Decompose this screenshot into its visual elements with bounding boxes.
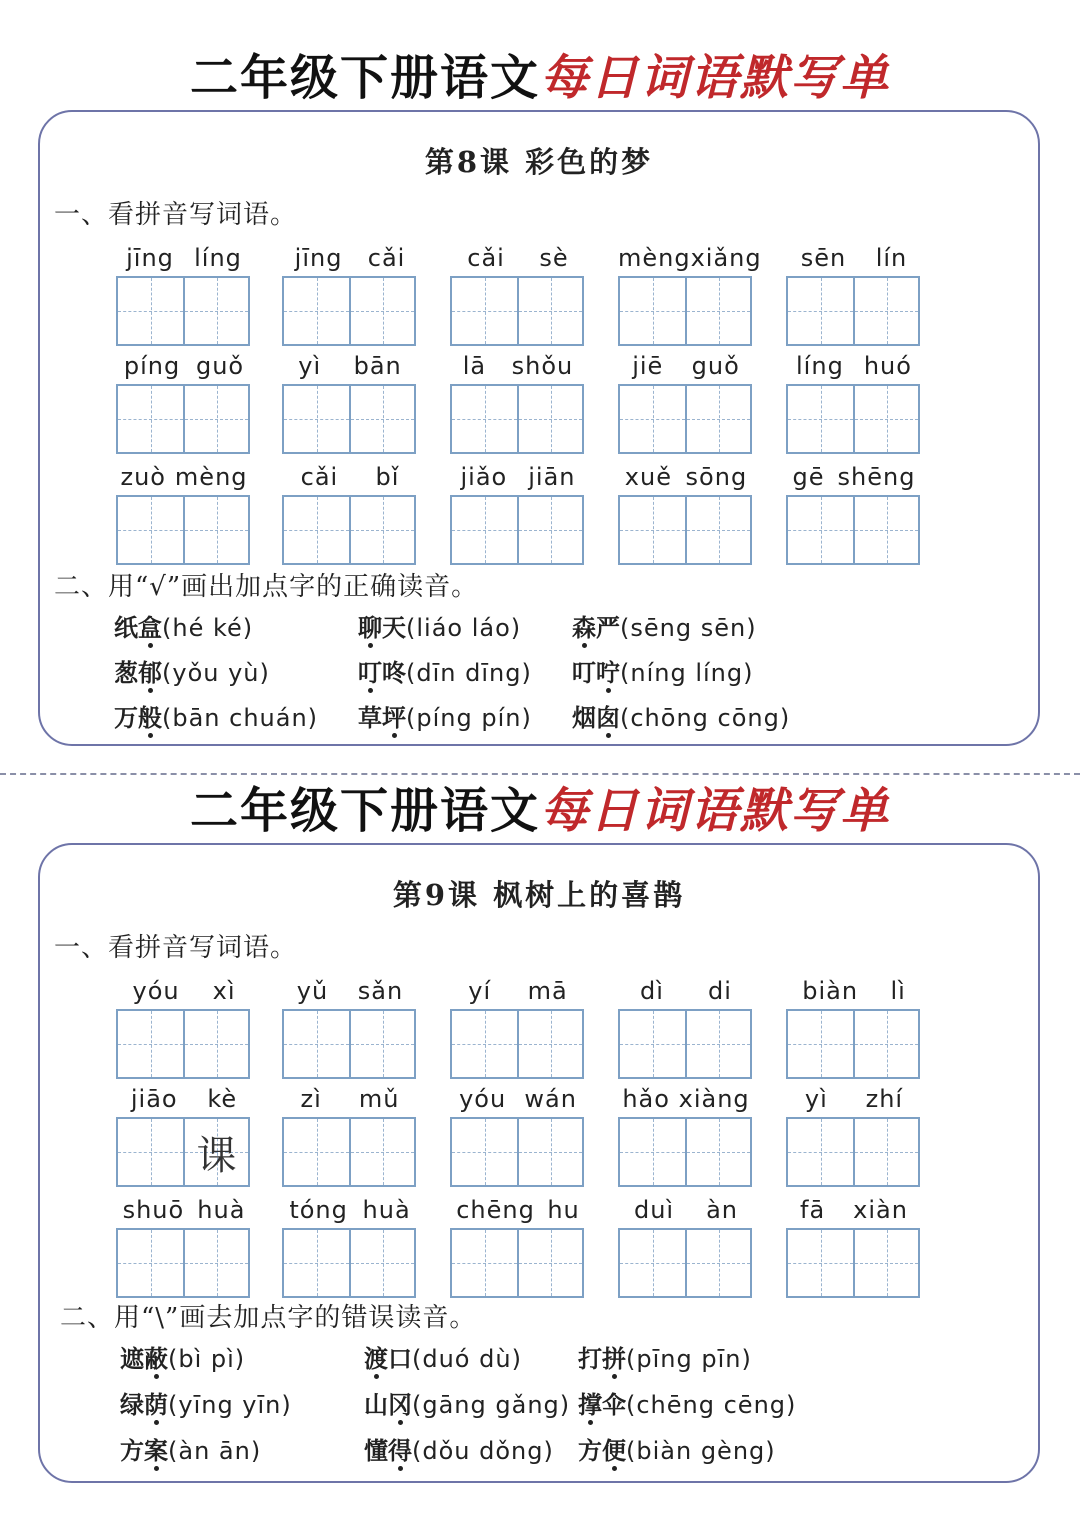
writing-cell[interactable]	[517, 278, 582, 344]
pinyin-syllable: mèng	[618, 244, 691, 272]
pinyin-word	[116, 240, 252, 346]
tianzige-writing-boxes[interactable]	[450, 276, 584, 346]
pinyin-syllable: gē	[792, 463, 825, 491]
pronunciation-options[interactable]: (bì pì)	[168, 1345, 246, 1373]
pronunciation-item[interactable]	[578, 1339, 752, 1379]
pronunciation-options[interactable]: (níng líng)	[620, 659, 754, 687]
pinyin-word	[282, 459, 418, 565]
writing-cell[interactable]	[788, 497, 853, 563]
pinyin-word	[116, 459, 252, 565]
writing-cell[interactable]	[517, 1119, 582, 1185]
tianzige-writing-boxes[interactable]	[618, 1009, 752, 1079]
pinyin-label	[618, 1192, 754, 1228]
pinyin-syllable: àn	[706, 1196, 738, 1224]
pinyin-word	[282, 1081, 418, 1187]
dotted-word: 撑伞	[578, 1390, 626, 1419]
pronunciation-item[interactable]	[578, 1431, 776, 1471]
dotted-word: 叮咛	[572, 658, 620, 687]
pinyin-syllable: bān	[353, 352, 402, 380]
pinyin-syllable: xiàng	[678, 1085, 750, 1113]
writing-cell[interactable]	[349, 1230, 414, 1296]
pronunciation-options[interactable]: (chōng cōng)	[620, 704, 791, 732]
lesson-title: 第9课 枫树上的喜鹊	[392, 878, 686, 912]
header-title: 二年级下册语文	[189, 783, 540, 839]
pinyin-syllable: chēng	[456, 1196, 535, 1224]
pinyin-syllable: xiàn	[853, 1196, 908, 1224]
writing-cell[interactable]	[183, 278, 248, 344]
cut-line-divider	[0, 773, 1080, 775]
writing-cell[interactable]	[118, 386, 183, 452]
pinyin-label	[786, 1192, 922, 1228]
writing-cell[interactable]	[788, 1011, 853, 1077]
pinyin-syllable: tóng	[289, 1196, 348, 1224]
tianzige-writing-boxes[interactable]	[450, 384, 584, 454]
dotted-word: 懂得	[364, 1436, 412, 1465]
choice-row-2	[114, 653, 1014, 693]
pinyin-syllable: líng	[194, 244, 242, 272]
pinyin-syllable: mèng	[174, 463, 248, 491]
pronunciation-item[interactable]	[358, 608, 521, 648]
dotted-word: 渡口	[364, 1344, 412, 1373]
writing-cell[interactable]	[349, 497, 414, 563]
section-2-title: 二、用“\”画去加点字的错误读音。	[60, 1303, 477, 1333]
pronunciation-item[interactable]	[364, 1339, 522, 1379]
choice-row-3	[120, 1431, 1020, 1471]
pronunciation-options[interactable]: (yīng yīn)	[168, 1391, 292, 1419]
writing-cell[interactable]	[685, 278, 750, 344]
writing-cell[interactable]	[118, 1230, 183, 1296]
pinyin-syllable: wán	[524, 1085, 577, 1113]
pinyin-syllable: dì	[640, 977, 664, 1005]
writing-cell[interactable]	[620, 1011, 685, 1077]
writing-cell[interactable]	[349, 386, 414, 452]
pinyin-syllable: mā	[527, 977, 568, 1005]
pinyin-label	[282, 1192, 418, 1228]
tianzige-writing-boxes[interactable]	[786, 384, 920, 454]
writing-cell[interactable]	[183, 497, 248, 563]
tianzige-writing-boxes[interactable]	[786, 276, 920, 346]
writing-cell[interactable]	[183, 1011, 248, 1077]
header-subtitle: 每日词语默写单	[540, 50, 891, 106]
pinyin-syllable: sè	[539, 244, 569, 272]
writing-cell[interactable]	[788, 1230, 853, 1296]
pinyin-label	[282, 1081, 418, 1117]
pronunciation-item[interactable]	[358, 698, 532, 738]
writing-cell[interactable]	[118, 278, 183, 344]
tianzige-writing-boxes[interactable]	[116, 384, 250, 454]
tianzige-writing-boxes[interactable]	[116, 1117, 250, 1187]
pronunciation-options[interactable]: (biàn gèng)	[626, 1437, 776, 1465]
pinyin-syllable: di	[708, 977, 732, 1005]
pronunciation-options[interactable]: (àn ān)	[168, 1437, 262, 1465]
tianzige-writing-boxes[interactable]	[282, 1228, 416, 1298]
writing-cell[interactable]	[685, 497, 750, 563]
dotted-word: 纸盒	[114, 613, 162, 642]
writing-cell[interactable]	[284, 1011, 349, 1077]
pinyin-syllable: xuě	[624, 463, 672, 491]
pronunciation-options[interactable]: (duó dù)	[412, 1345, 522, 1373]
tianzige-writing-boxes[interactable]	[618, 384, 752, 454]
pronunciation-item[interactable]	[572, 608, 757, 648]
pinyin-syllable: sēn	[800, 244, 847, 272]
writing-cell[interactable]	[452, 278, 517, 344]
writing-cell[interactable]	[685, 1011, 750, 1077]
tianzige-writing-boxes[interactable]	[282, 1117, 416, 1187]
pinyin-row-3	[116, 459, 956, 569]
tianzige-writing-boxes[interactable]	[618, 1117, 752, 1187]
pinyin-syllable: kè	[207, 1085, 238, 1113]
pinyin-syllable: zhí	[865, 1085, 904, 1113]
pinyin-syllable: jīng	[126, 244, 174, 272]
header-subtitle: 每日词语默写单	[540, 783, 891, 839]
pinyin-word	[450, 240, 586, 346]
pinyin-word	[618, 459, 754, 565]
writing-cell[interactable]	[685, 386, 750, 452]
pinyin-syllable: jīng	[294, 244, 343, 272]
pinyin-label	[786, 459, 922, 495]
section-1-title: 一、看拼音写词语。	[54, 933, 298, 963]
pinyin-syllable: cǎi	[300, 463, 339, 491]
pronunciation-item[interactable]	[572, 653, 753, 693]
tianzige-writing-boxes[interactable]	[786, 495, 920, 565]
writing-cell[interactable]	[349, 1011, 414, 1077]
tianzige-writing-boxes[interactable]	[116, 276, 250, 346]
writing-cell[interactable]	[620, 278, 685, 344]
writing-cell[interactable]	[349, 278, 414, 344]
pinyin-syllable: sōng	[685, 463, 748, 491]
pinyin-word	[116, 973, 252, 1079]
pinyin-syllable: guǒ	[195, 352, 245, 380]
pinyin-label	[450, 348, 586, 384]
tianzige-writing-boxes[interactable]	[282, 384, 416, 454]
dotted-word: 聊天	[358, 613, 406, 642]
dotted-word: 叮咚	[358, 658, 406, 687]
pinyin-label	[282, 459, 418, 495]
pinyin-syllable: yóu	[132, 977, 180, 1005]
pronunciation-item[interactable]	[114, 653, 270, 693]
pinyin-label	[116, 1081, 252, 1117]
pinyin-row-1	[116, 973, 956, 1083]
pinyin-row-3	[116, 1192, 956, 1302]
pinyin-syllable: guǒ	[691, 352, 740, 380]
section-2-title: 二、用“√”画出加点字的正确读音。	[54, 572, 479, 602]
pinyin-word	[618, 348, 754, 454]
pronunciation-options[interactable]: (sēng sēn)	[620, 614, 757, 642]
dotted-word: 森严	[572, 613, 620, 642]
writing-cell[interactable]	[620, 1119, 685, 1185]
pinyin-syllable: shuō	[122, 1196, 185, 1224]
pinyin-word	[618, 240, 762, 346]
pinyin-label	[116, 459, 252, 495]
tianzige-writing-boxes[interactable]	[450, 1009, 584, 1079]
pinyin-word	[282, 348, 418, 454]
writing-cell[interactable]	[685, 1230, 750, 1296]
tianzige-writing-boxes[interactable]	[116, 1228, 250, 1298]
pronunciation-options[interactable]: (dīn dīng)	[406, 659, 532, 687]
writing-cell[interactable]	[853, 1011, 918, 1077]
writing-cell[interactable]	[118, 1119, 183, 1185]
choice-row-2	[120, 1385, 1020, 1425]
pinyin-word	[618, 973, 754, 1079]
pinyin-label	[116, 348, 252, 384]
pronunciation-item[interactable]	[358, 653, 532, 693]
pinyin-syllable: duì	[633, 1196, 675, 1224]
tianzige-writing-boxes[interactable]	[116, 495, 250, 565]
writing-cell[interactable]	[517, 497, 582, 563]
writing-cell[interactable]	[788, 278, 853, 344]
pinyin-word	[450, 1081, 586, 1187]
pinyin-word	[450, 459, 586, 565]
tianzige-writing-boxes[interactable]	[786, 1009, 920, 1079]
tianzige-writing-boxes[interactable]	[282, 276, 416, 346]
writing-cell[interactable]	[853, 1230, 918, 1296]
dotted-word: 烟囱	[572, 703, 620, 732]
pinyin-syllable: líng	[796, 352, 844, 380]
writing-cell[interactable]	[517, 1230, 582, 1296]
writing-cell[interactable]	[284, 497, 349, 563]
pinyin-syllable: zuò	[120, 463, 166, 491]
pinyin-syllable: jiān	[528, 463, 576, 491]
pinyin-syllable: biàn	[802, 977, 859, 1005]
pinyin-row-2	[116, 1081, 956, 1191]
pinyin-word	[786, 1081, 922, 1187]
pinyin-syllable: huó	[863, 352, 912, 380]
writing-cell[interactable]	[853, 497, 918, 563]
pronunciation-options[interactable]: (pīng pīn)	[626, 1345, 752, 1373]
tianzige-writing-boxes[interactable]	[450, 1117, 584, 1187]
pinyin-label	[618, 240, 762, 276]
pinyin-syllable: shǒu	[511, 352, 574, 380]
pinyin-word	[116, 348, 252, 454]
pinyin-syllable: sǎn	[357, 977, 404, 1005]
pinyin-label	[618, 973, 754, 1009]
pinyin-syllable: lín	[875, 244, 908, 272]
pronunciation-options[interactable]: (liáo láo)	[406, 614, 522, 642]
pinyin-syllable: xì	[212, 977, 236, 1005]
writing-cell[interactable]	[620, 497, 685, 563]
dotted-word: 方便	[578, 1436, 626, 1465]
pinyin-syllable: lì	[890, 977, 906, 1005]
pinyin-label	[282, 973, 418, 1009]
tianzige-writing-boxes[interactable]	[450, 495, 584, 565]
writing-cell[interactable]	[452, 497, 517, 563]
header-title: 二年级下册语文	[189, 50, 540, 106]
dotted-word: 方案	[120, 1436, 168, 1465]
writing-cell[interactable]	[183, 1119, 248, 1185]
pronunciation-options[interactable]: (bān chuán)	[162, 704, 319, 732]
writing-cell[interactable]	[284, 1119, 349, 1185]
pinyin-label	[282, 240, 418, 276]
writing-cell[interactable]	[183, 386, 248, 452]
pronunciation-item[interactable]	[120, 1339, 245, 1379]
dotted-word: 绿荫	[120, 1390, 168, 1419]
writing-cell[interactable]	[284, 1230, 349, 1296]
tianzige-writing-boxes[interactable]	[618, 1228, 752, 1298]
pinyin-label	[786, 240, 922, 276]
writing-cell[interactable]	[685, 1119, 750, 1185]
writing-cell[interactable]	[452, 386, 517, 452]
pinyin-label	[618, 459, 754, 495]
dotted-word: 打拼	[578, 1344, 626, 1373]
pronunciation-options[interactable]: (gāng gǎng)	[412, 1391, 571, 1419]
pronunciation-options[interactable]: (hé ké)	[162, 614, 254, 642]
pronunciation-item[interactable]	[572, 698, 790, 738]
writing-cell[interactable]	[284, 278, 349, 344]
pinyin-label	[450, 240, 586, 276]
pinyin-label	[450, 1192, 586, 1228]
pinyin-word	[450, 348, 586, 454]
pinyin-word	[450, 973, 586, 1079]
pinyin-syllable: cǎi	[467, 244, 505, 272]
pinyin-syllable: yóu	[459, 1085, 507, 1113]
writing-cell[interactable]	[349, 1119, 414, 1185]
pinyin-syllable: huà	[362, 1196, 411, 1224]
pinyin-syllable: jiǎo	[460, 463, 508, 491]
pronunciation-options[interactable]: (dǒu dǒng)	[412, 1437, 554, 1465]
pronunciation-item[interactable]	[114, 698, 318, 738]
writing-cell[interactable]	[183, 1230, 248, 1296]
pinyin-syllable: fā	[800, 1196, 826, 1224]
pinyin-word	[282, 973, 418, 1079]
pinyin-syllable: shēng	[837, 463, 916, 491]
writing-cell[interactable]	[118, 1011, 183, 1077]
pinyin-syllable: yǔ	[296, 977, 329, 1005]
writing-cell[interactable]	[452, 1119, 517, 1185]
tianzige-writing-boxes[interactable]	[786, 1117, 920, 1187]
pinyin-syllable: jiāo	[130, 1085, 178, 1113]
pinyin-label	[282, 348, 418, 384]
worksheet-header	[0, 48, 1080, 108]
pinyin-syllable: yì	[298, 352, 322, 380]
pinyin-word	[786, 240, 922, 346]
pronunciation-item[interactable]	[120, 1385, 292, 1425]
choice-row-1	[114, 608, 1014, 648]
pronunciation-item[interactable]	[120, 1431, 261, 1471]
pinyin-syllable: bǐ	[375, 463, 400, 491]
tianzige-writing-boxes[interactable]	[282, 495, 416, 565]
writing-cell[interactable]	[788, 1119, 853, 1185]
section-1-title: 一、看拼音写词语。	[54, 200, 298, 230]
pinyin-word	[450, 1192, 586, 1298]
tianzige-writing-boxes[interactable]	[450, 1228, 584, 1298]
pinyin-label	[116, 973, 252, 1009]
pinyin-word	[786, 459, 922, 565]
tianzige-writing-boxes[interactable]	[786, 1228, 920, 1298]
writing-cell[interactable]	[853, 386, 918, 452]
writing-cell[interactable]	[452, 1011, 517, 1077]
pronunciation-item[interactable]	[364, 1385, 570, 1425]
writing-cell[interactable]	[452, 1230, 517, 1296]
dotted-word: 遮蔽	[120, 1344, 168, 1373]
worksheet-card	[38, 110, 1040, 746]
pinyin-syllable: cǎi	[367, 244, 406, 272]
writing-cell[interactable]	[517, 386, 582, 452]
pinyin-word	[786, 348, 922, 454]
writing-cell[interactable]	[517, 1011, 582, 1077]
choice-row-1	[120, 1339, 1020, 1379]
tianzige-writing-boxes[interactable]	[618, 276, 752, 346]
pronunciation-options[interactable]: (chēng cēng)	[626, 1391, 797, 1419]
pinyin-syllable: huà	[197, 1196, 246, 1224]
pronunciation-item[interactable]	[114, 608, 253, 648]
pinyin-label	[618, 1081, 754, 1117]
handwritten-character: 课	[196, 1132, 237, 1179]
dotted-word: 草坪	[358, 703, 406, 732]
pinyin-label	[116, 240, 252, 276]
pronunciation-item[interactable]	[578, 1385, 796, 1425]
pinyin-syllable: mǔ	[358, 1085, 400, 1113]
pinyin-label	[786, 973, 922, 1009]
writing-cell[interactable]	[853, 1119, 918, 1185]
pinyin-word	[282, 1192, 418, 1298]
pinyin-label	[618, 348, 754, 384]
pronunciation-item[interactable]	[364, 1431, 554, 1471]
dotted-word: 葱郁	[114, 658, 162, 687]
pinyin-word	[618, 1081, 754, 1187]
pinyin-syllable: yí	[468, 977, 492, 1005]
writing-cell[interactable]	[788, 386, 853, 452]
dotted-word: 山冈	[364, 1390, 412, 1419]
pronunciation-options[interactable]: (yǒu yù)	[162, 659, 270, 687]
writing-cell[interactable]	[620, 386, 685, 452]
dotted-word: 万般	[114, 703, 162, 732]
writing-cell[interactable]	[118, 497, 183, 563]
pinyin-label	[786, 348, 922, 384]
tianzige-writing-boxes[interactable]	[116, 1009, 250, 1079]
writing-cell[interactable]	[284, 386, 349, 452]
pinyin-syllable: jiē	[632, 352, 664, 380]
writing-cell[interactable]	[620, 1230, 685, 1296]
pronunciation-options[interactable]: (píng pín)	[406, 704, 532, 732]
pinyin-syllable: hu	[547, 1196, 580, 1224]
pinyin-syllable: yì	[804, 1085, 828, 1113]
lesson-title: 第8课 彩色的梦	[424, 145, 654, 179]
pinyin-row-2	[116, 348, 956, 458]
pinyin-row-1	[116, 240, 956, 350]
pinyin-word	[786, 973, 922, 1079]
tianzige-writing-boxes[interactable]	[282, 1009, 416, 1079]
pinyin-label	[786, 1081, 922, 1117]
pinyin-word	[786, 1192, 922, 1298]
pinyin-label	[450, 459, 586, 495]
pinyin-word	[116, 1081, 252, 1187]
worksheet-header	[0, 781, 1080, 841]
pinyin-label	[450, 973, 586, 1009]
pinyin-syllable: xiǎng	[690, 244, 762, 272]
choice-row-3	[114, 698, 1014, 738]
pinyin-syllable: píng	[123, 352, 181, 380]
pinyin-syllable: hǎo	[622, 1085, 670, 1113]
tianzige-writing-boxes[interactable]	[618, 495, 752, 565]
pinyin-syllable: zì	[300, 1085, 322, 1113]
pinyin-label	[450, 1081, 586, 1117]
pinyin-word	[282, 240, 418, 346]
pinyin-word	[116, 1192, 252, 1298]
pinyin-syllable: lā	[462, 352, 487, 380]
writing-cell[interactable]	[853, 278, 918, 344]
pinyin-label	[116, 1192, 252, 1228]
pinyin-word	[618, 1192, 754, 1298]
worksheet-card	[38, 843, 1040, 1483]
